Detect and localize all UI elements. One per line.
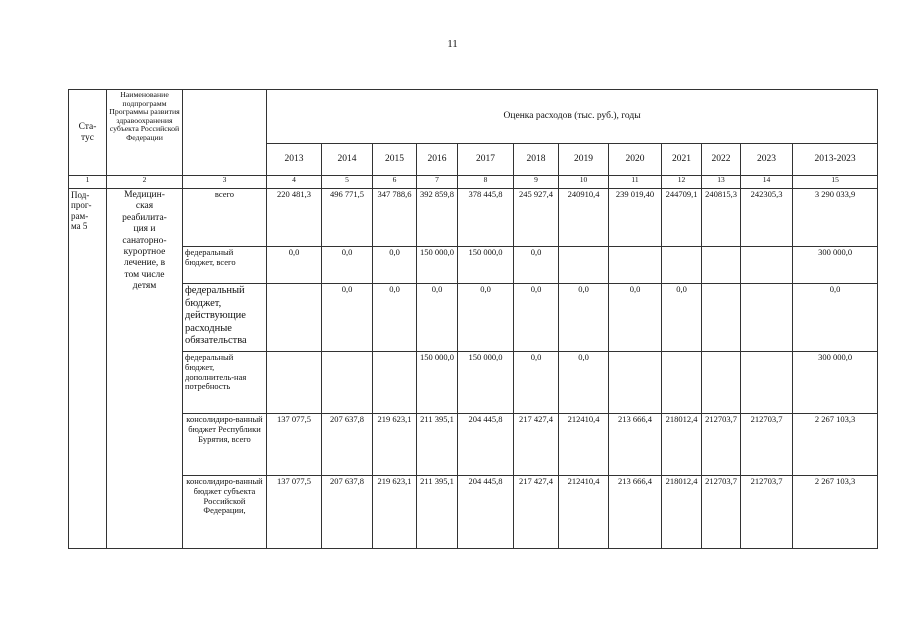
value-cell: 218012,4	[662, 414, 702, 476]
column-number: 10	[559, 176, 609, 189]
value-cell: 150 000,0	[458, 352, 514, 414]
funding-source: консолидиро-ванный бюджет субъекта Российской Федерации,	[183, 476, 267, 549]
value-cell: 0,0	[322, 284, 373, 352]
value-cell: 212410,4	[559, 476, 609, 549]
year-header: 2015	[373, 144, 417, 176]
table-row	[69, 284, 878, 352]
value-cell: 150 000,0	[417, 247, 458, 284]
table-row	[69, 247, 878, 284]
value-cell	[741, 352, 793, 414]
value-cell: 378 445,8	[458, 189, 514, 247]
year-header: 2016	[417, 144, 458, 176]
column-number: 12	[662, 176, 702, 189]
value-cell: 150 000,0	[417, 352, 458, 414]
funding-source: федеральный бюджет, действующие расходные обязательства	[183, 284, 267, 352]
value-cell: 204 445,8	[458, 414, 514, 476]
funding-source: федеральный бюджет, всего	[183, 247, 267, 284]
funding-source: федеральный бюджет, дополнитель-ная потребность	[183, 352, 267, 414]
value-cell	[702, 352, 741, 414]
value-cell	[662, 352, 702, 414]
source-header	[183, 90, 267, 176]
value-cell: 212410,4	[559, 414, 609, 476]
value-cell: 213 666,4	[609, 476, 662, 549]
value-cell: 217 427,4	[514, 414, 559, 476]
table-row	[69, 476, 878, 549]
subprogram-status: Под- прог- рам- ма 5	[69, 189, 107, 549]
value-cell	[741, 247, 793, 284]
value-cell: 219 623,1	[373, 476, 417, 549]
table-row	[69, 352, 878, 414]
value-cell	[559, 247, 609, 284]
value-cell	[702, 247, 741, 284]
value-cell: 300 000,0	[793, 247, 878, 284]
value-cell: 0,0	[514, 352, 559, 414]
value-cell: 239 019,40	[609, 189, 662, 247]
value-cell: 0,0	[458, 284, 514, 352]
value-cell: 0,0	[267, 247, 322, 284]
column-number: 3	[183, 176, 267, 189]
value-cell: 218012,4	[662, 476, 702, 549]
value-cell: 207 637,8	[322, 414, 373, 476]
page-number: 11	[447, 38, 458, 50]
value-cell: 137 077,5	[267, 476, 322, 549]
value-cell	[267, 352, 322, 414]
value-cell: 211 395,1	[417, 414, 458, 476]
column-number: 14	[741, 176, 793, 189]
value-cell: 212703,7	[702, 414, 741, 476]
column-number: 1	[69, 176, 107, 189]
value-cell	[662, 247, 702, 284]
value-cell: 300 000,0	[793, 352, 878, 414]
value-cell	[322, 352, 373, 414]
value-cell	[609, 352, 662, 414]
value-cell	[373, 352, 417, 414]
subprogram-name: Медицин- ская реабилита- ция и санаторно- курортное лечение, в том числе детям	[107, 189, 183, 549]
year-header: 2018	[514, 144, 559, 176]
value-cell: 0,0	[373, 284, 417, 352]
funding-source: консолидиро-ванный бюджет Республики Бурятия, всего	[183, 414, 267, 476]
year-header: 2013-2023	[793, 144, 878, 176]
column-number: 6	[373, 176, 417, 189]
value-cell: 347 788,6	[373, 189, 417, 247]
value-cell	[702, 284, 741, 352]
column-number: 15	[793, 176, 878, 189]
value-cell: 242305,3	[741, 189, 793, 247]
value-cell: 0,0	[417, 284, 458, 352]
name-header: Наименование подпрограмм Программы развития здравоохранения субъекта Российской Федерации	[107, 90, 183, 176]
value-cell: 0,0	[559, 352, 609, 414]
value-cell: 244709,1	[662, 189, 702, 247]
value-cell: 207 637,8	[322, 476, 373, 549]
column-number: 9	[514, 176, 559, 189]
year-header: 2019	[559, 144, 609, 176]
value-cell: 212703,7	[741, 414, 793, 476]
column-number: 11	[609, 176, 662, 189]
column-number: 7	[417, 176, 458, 189]
value-cell: 0,0	[514, 284, 559, 352]
value-cell: 0,0	[793, 284, 878, 352]
header-row-1	[69, 90, 878, 144]
value-cell: 150 000,0	[458, 247, 514, 284]
value-cell: 392 859,8	[417, 189, 458, 247]
value-cell: 240910,4	[559, 189, 609, 247]
column-number: 5	[322, 176, 373, 189]
value-cell: 137 077,5	[267, 414, 322, 476]
value-cell	[741, 284, 793, 352]
value-cell: 220 481,3	[267, 189, 322, 247]
table-row	[69, 414, 878, 476]
value-cell	[609, 247, 662, 284]
year-header: 2013	[267, 144, 322, 176]
value-cell: 0,0	[514, 247, 559, 284]
value-cell: 213 666,4	[609, 414, 662, 476]
value-cell: 0,0	[373, 247, 417, 284]
column-number: 8	[458, 176, 514, 189]
status-header: Ста- тус	[69, 90, 107, 176]
value-cell: 0,0	[559, 284, 609, 352]
year-header: 2020	[609, 144, 662, 176]
value-cell: 212703,7	[702, 476, 741, 549]
year-header: 2021	[662, 144, 702, 176]
year-header: 2022	[702, 144, 741, 176]
value-cell: 204 445,8	[458, 476, 514, 549]
value-cell: 3 290 033,9	[793, 189, 878, 247]
value-cell: 0,0	[662, 284, 702, 352]
expenditure-table	[68, 89, 878, 549]
expense-caption: Оценка расходов (тыс. руб.), годы	[267, 90, 878, 144]
value-cell: 211 395,1	[417, 476, 458, 549]
column-number: 4	[267, 176, 322, 189]
year-header: 2023	[741, 144, 793, 176]
value-cell: 217 427,4	[514, 476, 559, 549]
value-cell: 219 623,1	[373, 414, 417, 476]
value-cell: 212703,7	[741, 476, 793, 549]
value-cell: 496 771,5	[322, 189, 373, 247]
value-cell: 245 927,4	[514, 189, 559, 247]
year-header: 2017	[458, 144, 514, 176]
value-cell: 2 267 103,3	[793, 476, 878, 549]
value-cell: 0,0	[609, 284, 662, 352]
column-number: 2	[107, 176, 183, 189]
funding-source: всего	[183, 189, 267, 247]
value-cell: 240815,3	[702, 189, 741, 247]
column-number: 13	[702, 176, 741, 189]
value-cell	[267, 284, 322, 352]
year-header: 2014	[322, 144, 373, 176]
column-number-row	[69, 176, 878, 189]
value-cell: 0,0	[322, 247, 373, 284]
table-row	[69, 189, 878, 247]
value-cell: 2 267 103,3	[793, 414, 878, 476]
